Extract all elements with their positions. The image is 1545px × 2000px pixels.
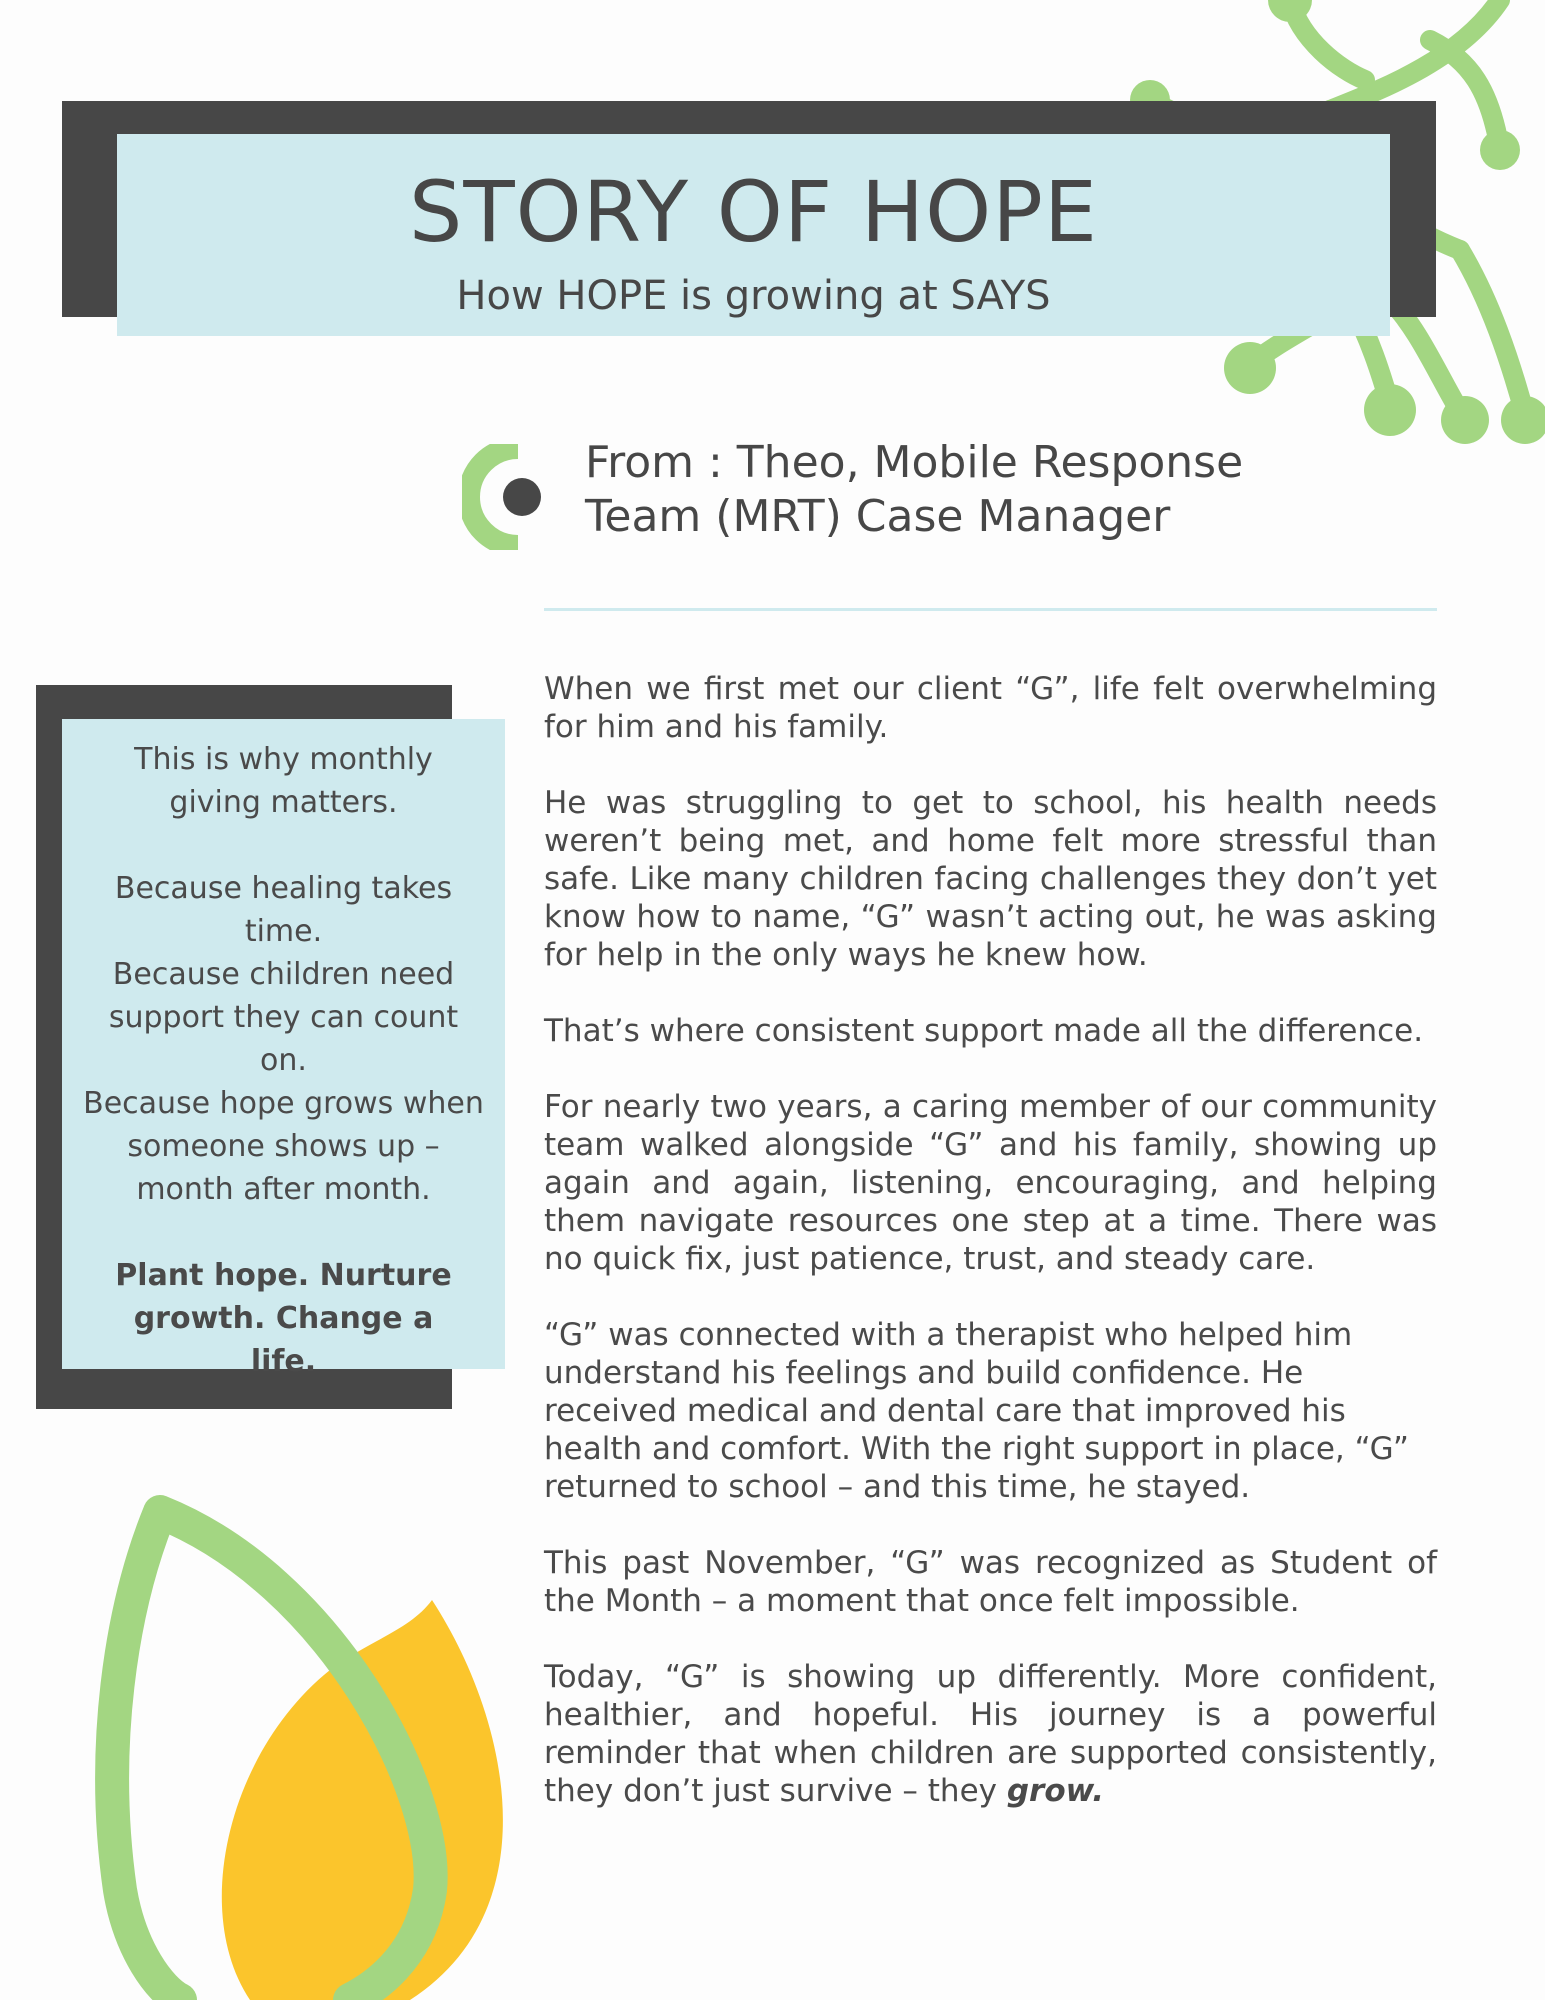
leaves-decoration (70, 1490, 530, 2000)
closing-emphasis: grow. (1006, 1773, 1105, 1809)
author-line-1: From : Theo, Mobile Response (585, 437, 1244, 488)
sidebar-reason: Because healing takes time. (114, 871, 453, 949)
header-banner (117, 134, 1390, 336)
sidebar-reason: Because children need support they can count on. (108, 957, 459, 1078)
story-paragraph: When we first met our client “G”, life felt overwhelming for him and his family. (544, 671, 1437, 745)
sidebar-intro: This is why monthly giving matters. (134, 742, 433, 820)
story-paragraph: For nearly two years, a caring member of our community team walked alongside “G” and his family, showing up again and again, listening, encouraging, and helping them navigate resources one step at a time. There was no quick fix, just patience, trust, and steady care. (544, 1089, 1437, 1277)
author-attribution (585, 436, 1345, 544)
story-paragraph: This past November, “G” was recognized as Student of the Month – a moment that once felt impossible. (544, 1545, 1437, 1619)
author-line-2: Team (MRT) Case Manager (585, 491, 1171, 542)
sidebar-reason: Because hope grows when someone shows up – month after month. (83, 1086, 484, 1207)
section-divider (544, 608, 1437, 611)
story-paragraph: He was struggling to get to school, his health needs weren’t being met, and home felt more stressful than safe. Like many children facing challenges they don’t yet know how to name, “G” wasn’t acting out, he was asking for help in the only ways he knew how. (544, 785, 1437, 973)
story-paragraph-closing (544, 1658, 1437, 1810)
closing-text: Today, “G” is showing up differently. More confident, healthier, and hopeful. His journey is a powerful reminder that when children are supported consistently, they don’t just survive – they (544, 1659, 1437, 1809)
story-body (544, 670, 1437, 1848)
sidebar-callout (62, 719, 505, 1379)
page-title: STORY OF HOPE (409, 163, 1098, 261)
author-marker-icon (462, 444, 552, 550)
story-paragraph: “G” was connected with a therapist who helped him understand his feelings and build confidence. He received medical and dental care that improved his health and comfort. With the right support in place, “G” returned to school – and this time, he stayed. (544, 1317, 1409, 1505)
sidebar-call-to-action: Plant hope. Nurture growth. Change a life. (115, 1258, 452, 1379)
page-subtitle: How HOPE is growing at SAYS (456, 273, 1051, 319)
story-paragraph: That’s where consistent support made all the difference. (544, 1013, 1424, 1049)
